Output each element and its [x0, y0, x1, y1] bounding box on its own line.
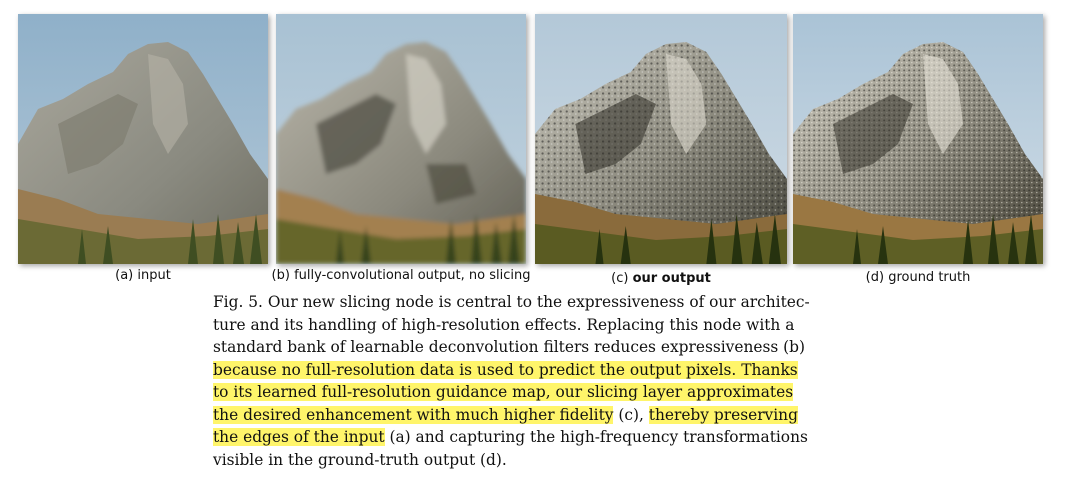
caption-highlighted-text: the edges of the input	[213, 428, 385, 446]
subfigure-label-our-output	[535, 271, 787, 286]
mountain-image-fully-conv	[276, 14, 526, 264]
caption-text: ture and its handling of high-resolution effects. Replacing this node with a	[213, 315, 795, 334]
caption-highlighted-text: thereby preserving	[648, 405, 798, 424]
subfigure-text: our output	[632, 271, 711, 286]
panel-input-image	[18, 14, 268, 264]
caption-text: (a) and capturing the high-frequency transformations	[384, 428, 808, 446]
caption-line	[213, 404, 798, 427]
caption-line	[213, 336, 806, 359]
subfigure-prefix: (b)	[271, 268, 295, 283]
figure-caption	[213, 291, 810, 471]
panel-our-output-image	[535, 14, 787, 264]
subfigure-text: ground truth	[888, 270, 971, 285]
caption-text: visible in the ground-truth output (d).	[213, 450, 507, 469]
mountain-image-ground-truth	[793, 14, 1043, 264]
caption-line	[213, 449, 793, 472]
mountain-image-input	[18, 14, 268, 264]
caption-line	[213, 291, 810, 314]
caption-line	[213, 381, 793, 404]
caption-line	[213, 314, 793, 337]
caption-line	[213, 359, 798, 382]
panel-ground-truth-image	[793, 14, 1043, 264]
caption-line	[213, 426, 808, 449]
subfigure-label-ground-truth	[793, 270, 1043, 285]
subfigure-text: fully-convolutional output, no slicing	[294, 268, 531, 283]
caption-text: (c),	[613, 405, 649, 424]
caption-highlighted-text: to its learned full-resolution guidance map, our slicing layer approximates	[213, 383, 794, 401]
mountain-image-our-output	[535, 14, 787, 264]
subfigure-label-fully-conv	[266, 268, 536, 283]
subfigure-text: input	[137, 268, 171, 283]
subfigure-label-input	[18, 268, 268, 283]
caption-text: standard bank of learnable deconvolution filters reduces expressiveness (b)	[213, 338, 806, 356]
subfigure-prefix: (a)	[115, 268, 138, 283]
caption-highlighted-text: the desired enhancement with much higher fidelity	[213, 405, 614, 424]
subfigure-prefix: (d)	[865, 270, 889, 285]
panel-fully-conv-image	[276, 14, 526, 264]
caption-text: Fig. 5. Our new slicing node is central to the expressiveness of our architec-	[213, 293, 810, 311]
subfigure-prefix: (c)	[611, 271, 633, 286]
caption-highlighted-text: because no full-resolution data is used to predict the output pixels. Thanks	[213, 360, 798, 379]
